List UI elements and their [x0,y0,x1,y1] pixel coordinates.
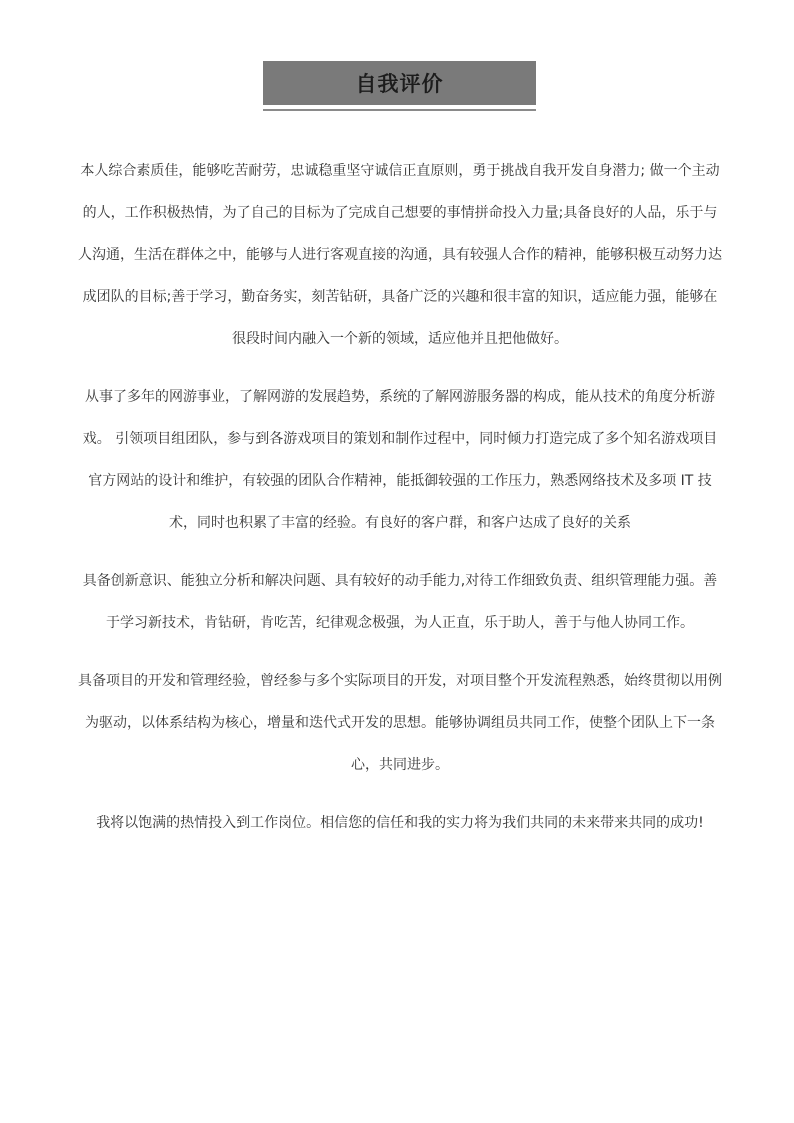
paragraph-closing: 我将以饱满的热情投入到工作岗位。相信您的信任和我的实力将为我们共同的未来带来共同的成功! [96,815,704,831]
paragraph-project-experience: 具备项目的开发和管理经验，曾经参与多个实际项目的开发，对项目整个开发流程熟悉，始终贯彻以用例为驱动，以体系结构为核心，增量和迭代式开发的思想。能够协调组员共同工作，使整个团队上下一条心，共同进步。 [78,673,722,773]
paragraph-skills: 具备创新意识、能独立分析和解决问题、具有较好的动手能力,对待工作细致负责、组织管理能力强。善于学习新技术，肯钻研，肯吃苦，纪律观念极强，为人正直，乐于助人，善于与他人协同工作。 [82,573,718,631]
section-header [263,61,536,111]
paragraph-personal-qualities: 本人综合素质佳，能够吃苦耐劳，忠诚稳重坚守诚信正直原则，勇于挑战自我开发自身潜力; 做一个主动的人，工作积极热情，为了自己的目标为了完成自己想要的事情拼命投入力量;具备良好的人品，乐于与人沟通，生活在群体之中，能够与人进行客观直接的沟通，具有较强人合作的精神，能够积极互动努力达成团队的目标;善于学习，勤奋务实，刻苦钻研，具备广泛的兴趣和很丰富的知识，适应能力强，能够在很段时间内融入一个新的领域，适应他并且把他做好。 [78,163,722,347]
paragraph-game-industry-experience: 从事了多年的网游事业，了解网游的发展趋势，系统的了解网游服务器的构成，能从技术的角度分析游戏。 引领项目组团队，参与到各游戏项目的策划和制作过程中，同时倾力打造完成了多个知名游戏项目官方网站的设计和维护，有较强的团队合作精神，能抵御较强的工作压力，熟悉网络技术及多项 IT 技术，同时也积累了丰富的经验。有良好的客户群，和客户达成了良好的关系 [82,389,718,531]
title-underline [263,109,536,111]
self-evaluation-body [76,150,724,844]
section-title: 自我评价 [263,61,536,105]
